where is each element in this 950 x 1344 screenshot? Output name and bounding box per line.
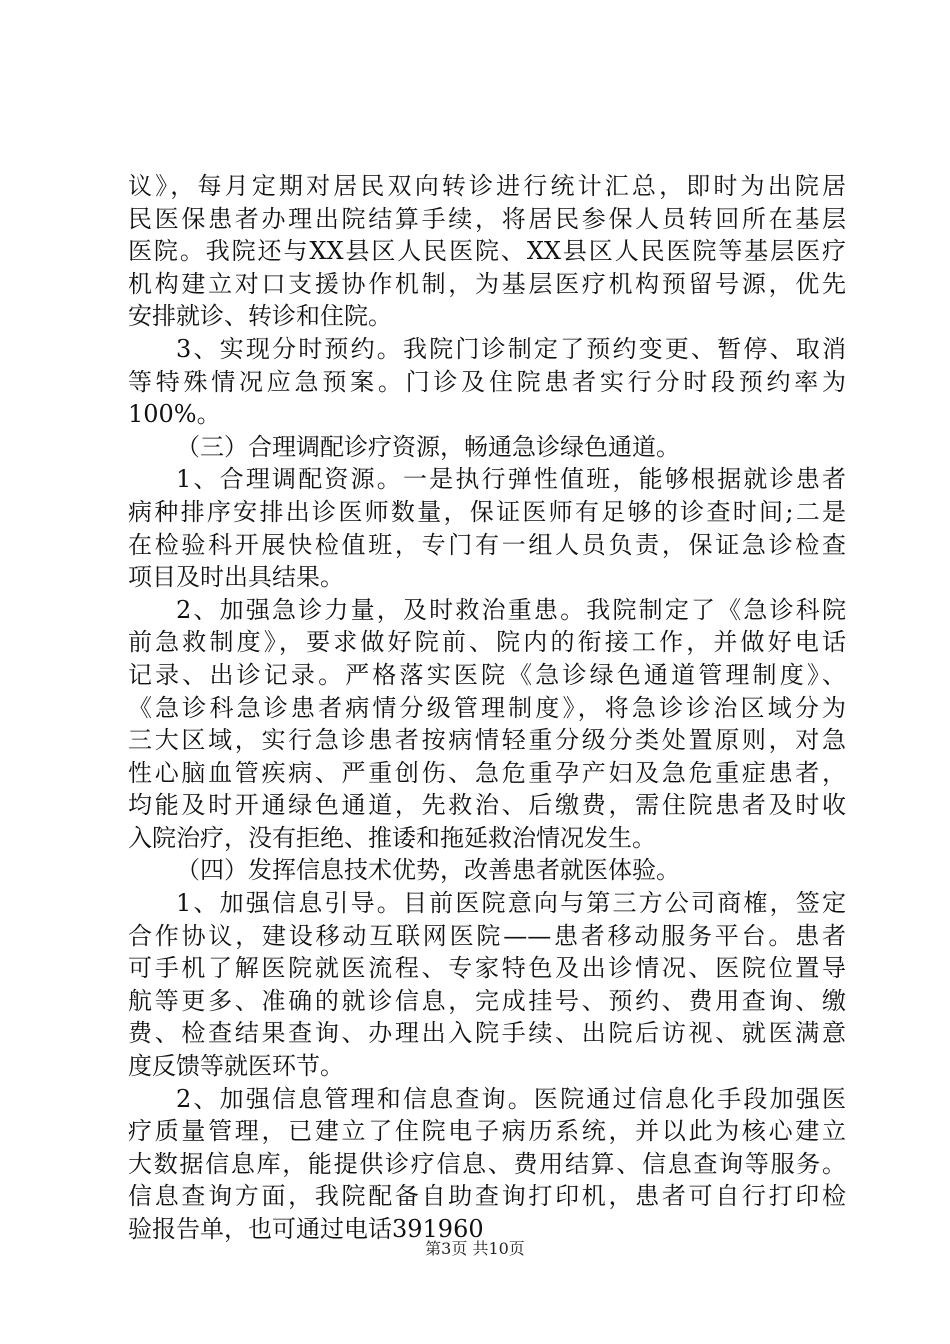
text-line: 度反馈等就医环节。 xyxy=(128,1052,344,1081)
text-line: 验报告单，也可通过电话391960 xyxy=(128,1215,484,1243)
text-line: 性心脑血管疾病、严重创伤、急危重孕产妇及急危重症患者， xyxy=(128,758,846,787)
text-line: 费、检查结果查询、办理出入院手续、出院后访视、就医满意 xyxy=(128,1019,846,1048)
text-line: 病种排序安排出诊医师数量，保证医师有足够的诊查时间;二是 xyxy=(128,497,846,526)
document-body xyxy=(128,170,846,1246)
section-heading: （四）发挥信息技术优势，改善患者就医体验。 xyxy=(176,856,680,885)
text-line: 三大区域，实行急诊患者按病情轻重分级分类处置原则，对急 xyxy=(128,726,846,755)
text-line: 议》，每月定期对居民双向转诊进行统计汇总，即时为出院居 xyxy=(128,172,846,200)
section-heading: （三）合理调配诊疗资源，畅通急诊绿色通道。 xyxy=(176,432,680,461)
text-line: 项目及时出具结果。 xyxy=(128,563,344,592)
text-line: 大数据信息库，能提供诊疗信息、费用结算、信息查询等服务。 xyxy=(128,1149,846,1178)
text-line: 1、加强信息引导。目前医院意向与第三方公司商榷，签定 xyxy=(176,889,846,918)
text-line: 疗质量管理，已建立了住院电子病历系统，并以此为核心建立 xyxy=(128,1117,846,1146)
text-line: 100%。 xyxy=(128,400,221,429)
page-number-footer: 第3页 共10页 xyxy=(425,1239,525,1258)
text-line: 前急救制度》，要求做好院前、院内的衔接工作，并做好电话 xyxy=(128,628,846,657)
text-line: 在检验科开展快检值班，专门有一组人员负责，保证急诊检查 xyxy=(128,530,846,559)
text-line: 记录、出诊记录。严格落实医院《急诊绿色通道管理制度》、 xyxy=(128,660,846,689)
text-line: 《急诊科急诊患者病情分级管理制度》，将急诊诊治区域分为 xyxy=(128,693,846,722)
text-line: 2、加强急诊力量，及时救治重患。我院制定了《急诊科院 xyxy=(176,595,846,624)
text-line: 信息查询方面，我院配备自助查询打印机，患者可自行打印检 xyxy=(128,1182,846,1211)
text-line: 医院。我院还与XX县区人民医院、XX县区人民医院等基层医疗 xyxy=(128,237,846,266)
text-line: 可手机了解医院就医流程、专家特色及出诊情况、医院位置导 xyxy=(128,954,846,983)
text-line: 2、加强信息管理和信息查询。医院通过信息化手段加强医 xyxy=(176,1084,846,1113)
text-line: 入院治疗，没有拒绝、推诿和拖延救治情况发生。 xyxy=(128,823,656,852)
text-line: 合作协议，建设移动互联网医院——患者移动服务平台。患者 xyxy=(128,921,846,950)
text-line: 3、实现分时预约。我院门诊制定了预约变更、暂停、取消 xyxy=(176,334,846,363)
text-line: 航等更多、准确的就诊信息，完成挂号、预约、费用查询、缴 xyxy=(128,986,846,1015)
text-line: 安排就诊、转诊和住院。 xyxy=(128,302,392,331)
text-line: 等特殊情况应急预案。门诊及住院患者实行分时段预约率为 xyxy=(128,367,846,396)
text-line: 民医保患者办理出院结算手续，将居民参保人员转回所在基层 xyxy=(128,204,846,233)
text-line: 机构建立对口支援协作机制，为基层医疗机构预留号源，优先 xyxy=(128,269,846,298)
text-line: 均能及时开通绿色通道，先救治、后缴费，需住院患者及时收 xyxy=(128,791,846,820)
text-line: 1、合理调配资源。一是执行弹性值班，能够根据就诊患者 xyxy=(176,465,846,494)
